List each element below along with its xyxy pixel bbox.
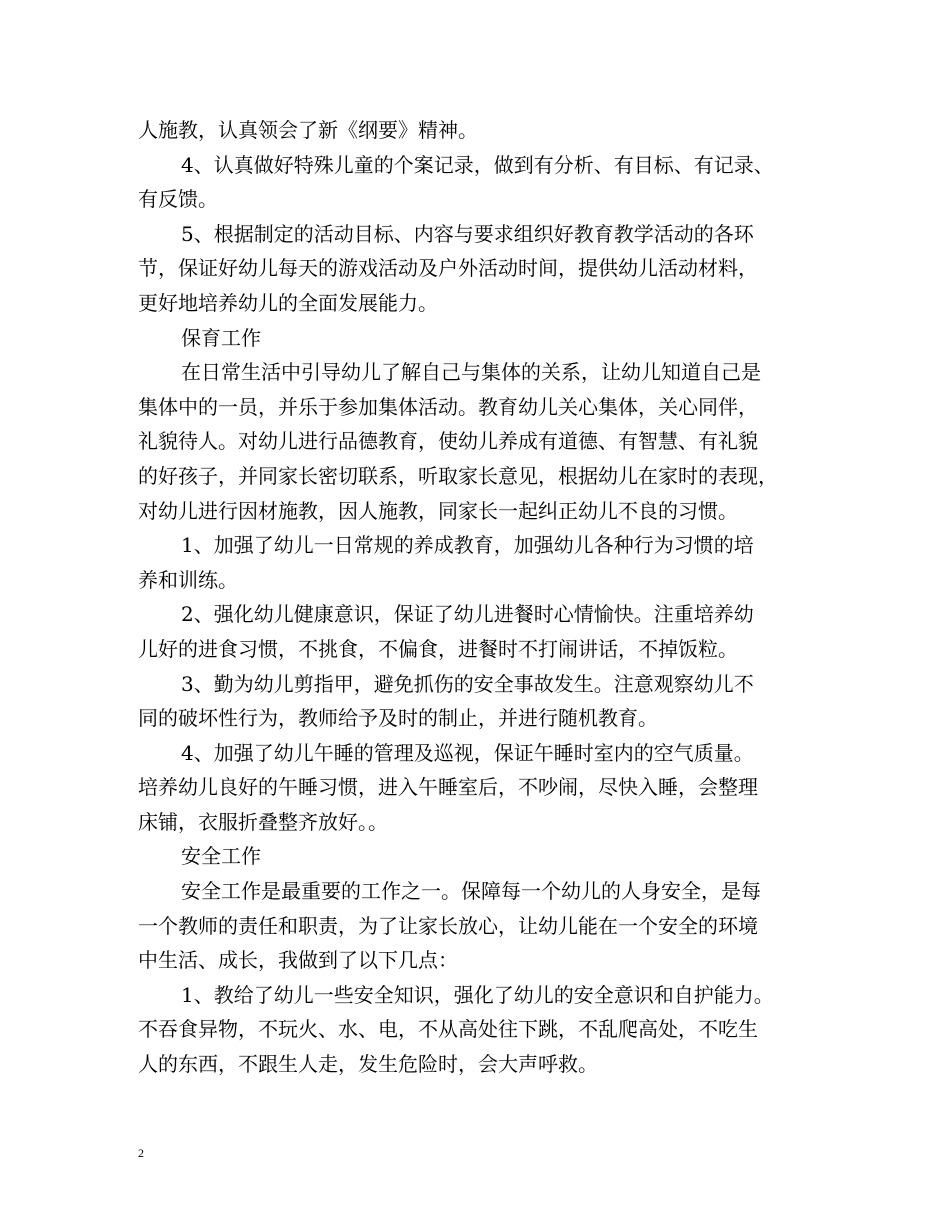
text-line: 节，保证好幼儿每天的游戏活动及户外活动时间，提供幼儿活动材料， — [138, 256, 758, 281]
text-line: 更好地培养幼儿的全面发展能力。 — [138, 290, 438, 315]
text-line: 的好孩子，并同家长密切联系，听取家长意见，根据幼儿在家时的表现， — [138, 463, 778, 488]
text-line: 儿好的进食习惯，不挑食，不偏食，进餐时不打闹讲话，不掉饭粒。 — [138, 636, 738, 661]
text-line: 1、教给了幼儿一些安全知识，强化了幼儿的安全意识和自护能力。 — [181, 982, 774, 1007]
text-line: 安全工作 — [181, 844, 261, 869]
text-line: 有反馈。 — [138, 187, 218, 212]
text-line: 5、根据制定的活动目标、内容与要求组织好教育教学活动的各环 — [181, 221, 754, 246]
text-line: 集体中的一员，并乐于参加集体活动。教育幼儿关心集体，关心同伴， — [138, 394, 758, 419]
document-body — [138, 113, 828, 1082]
text-line: 对幼儿进行因材施教，因人施教，同家长一起纠正幼儿不良的习惯。 — [138, 498, 738, 523]
text-line: 培养幼儿良好的午睡习惯，进入午睡室后，不吵闹，尽快入睡，会整理 — [138, 775, 758, 800]
text-line: 2、强化幼儿健康意识，保证了幼儿进餐时心情愉快。注重培养幼 — [181, 602, 754, 627]
text-line: 同的破坏性行为，教师给予及时的制止，并进行随机教育。 — [138, 706, 658, 731]
text-line: 4、加强了幼儿午睡的管理及巡视，保证午睡时室内的空气质量。 — [181, 740, 754, 765]
text-line: 3、勤为幼儿剪指甲，避免抓伤的安全事故发生。注意观察幼儿不 — [181, 671, 754, 696]
text-line: 1、加强了幼儿一日常规的养成教育，加强幼儿各种行为习惯的培 — [181, 533, 754, 558]
text-line: 床铺，衣服折叠整齐放好。。 — [138, 809, 388, 834]
text-line: 4、认真做好特殊儿童的个案记录，做到有分析、有目标、有记录、 — [181, 152, 774, 177]
page-number: 2 — [138, 1146, 144, 1160]
text-line: 礼貌待人。对幼儿进行品德教育，使幼儿养成有道德、有智慧、有礼貌 — [138, 429, 758, 454]
text-line: 安全工作是最重要的工作之一。保障每一个幼儿的人身安全，是每 — [181, 879, 761, 904]
text-line: 保育工作 — [181, 325, 261, 350]
text-line: 不吞食异物，不玩火、水、电，不从高处往下跳，不乱爬高处，不吃生 — [138, 1017, 758, 1042]
text-line: 人施教，认真领会了新《纲要》精神。 — [138, 118, 478, 142]
text-line: 人的东西，不跟生人走，发生危险时，会大声呼救。 — [138, 1052, 598, 1077]
text-line: 中生活、成长，我做到了以下几点： — [138, 948, 458, 973]
text-line: 在日常生活中引导幼儿了解自己与集体的关系，让幼儿知道自己是 — [181, 360, 761, 385]
text-line: 一个教师的责任和职责，为了让家长放心，让幼儿能在一个安全的环境 — [138, 913, 758, 938]
text-line: 养和训练。 — [138, 567, 238, 592]
